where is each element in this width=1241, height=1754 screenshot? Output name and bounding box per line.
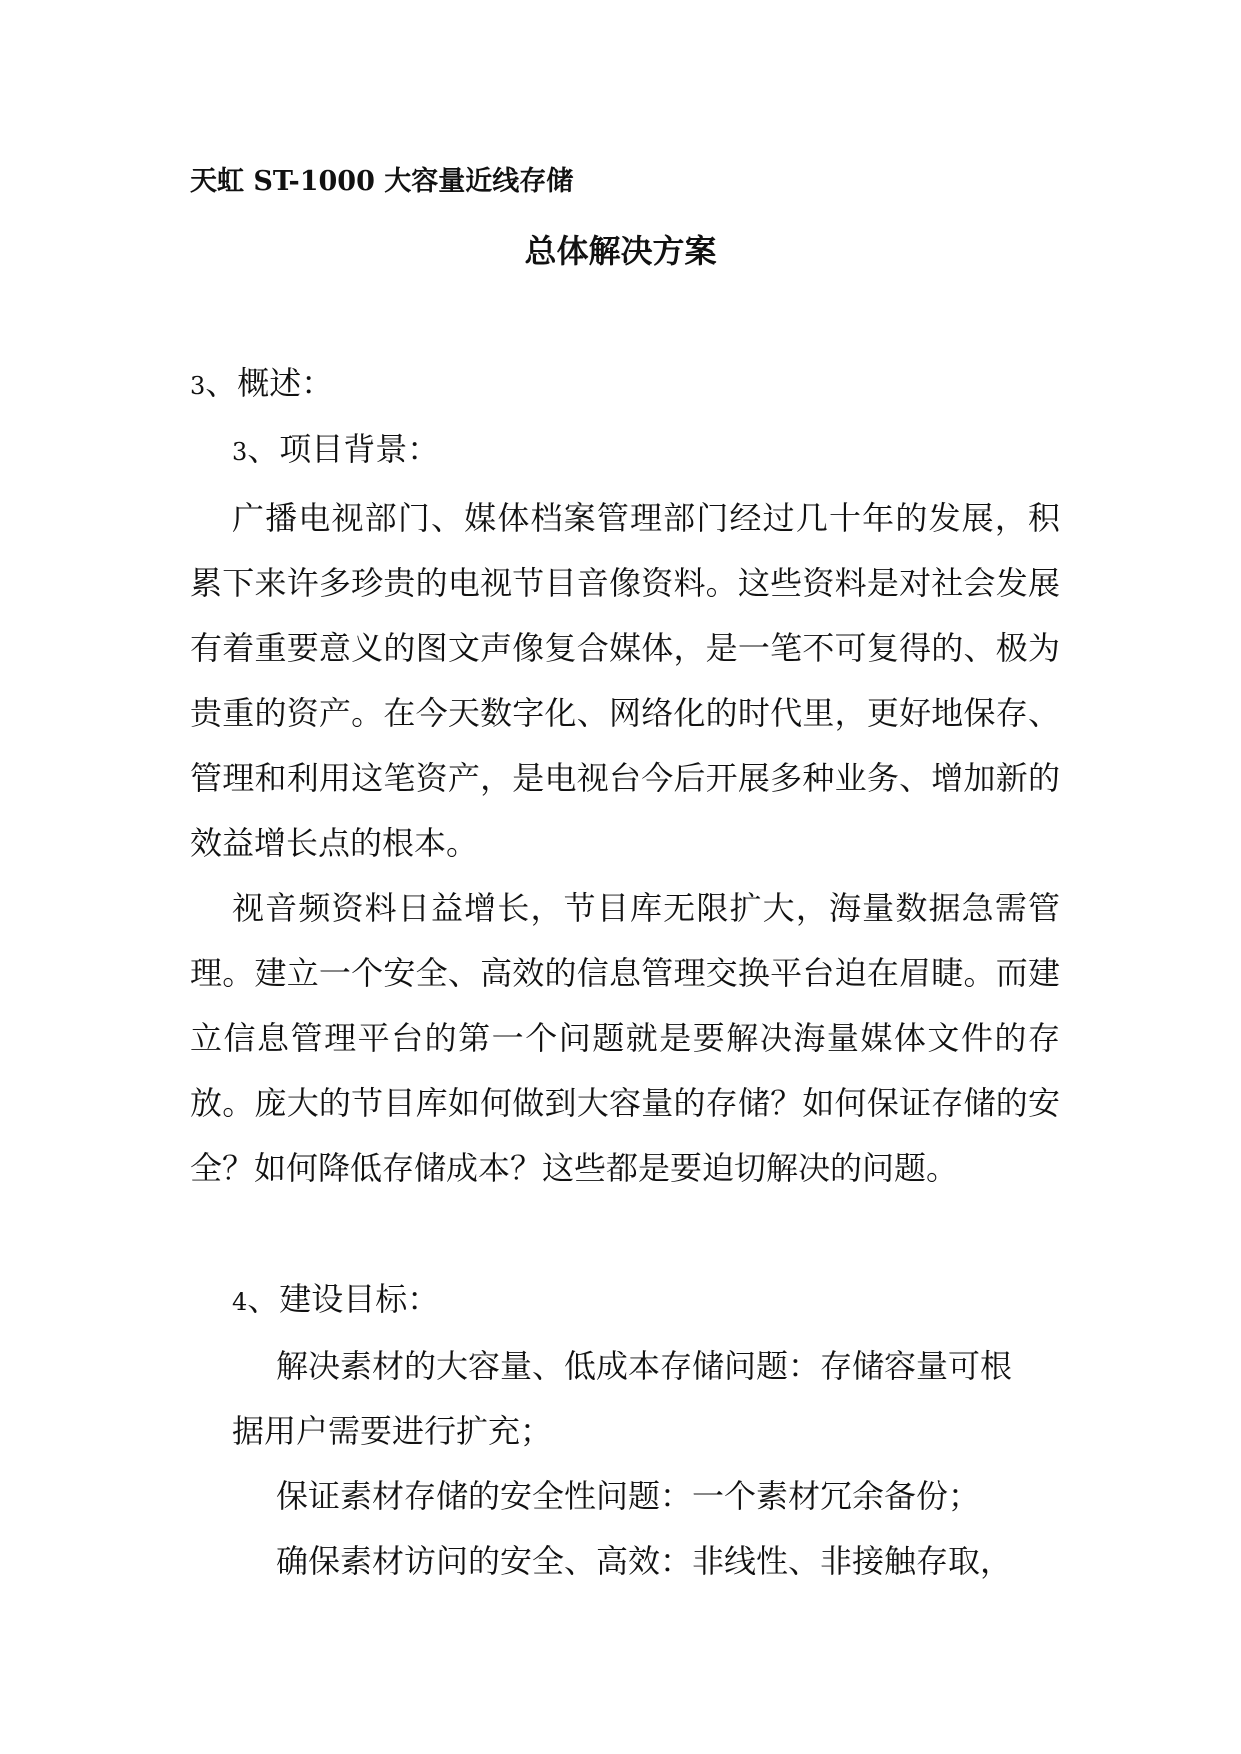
header-title: 天虹 ST-1000 大容量近线存储 [190,166,574,197]
section-number: 4 [232,1288,248,1316]
goal-access: 确保素材访问的安全、高效：非线性、非接触存取， [276,1542,1013,1580]
section-label: 、项目背景： [247,430,440,468]
section-heading-overview [190,360,333,409]
document-title: 总体解决方案 [524,232,717,270]
goal-capacity-line2: 据用户需要进行扩充； [232,1412,553,1450]
goal-security: 保证素材存储的安全性问题：一个素材冗余备份； [276,1477,981,1515]
section-label: 、概述： [205,364,334,402]
paragraph-archive-history: 广播电视部门、媒体档案管理部门经过几十年的发展，积累下来许多珍贵的电视节目音像资料。这些资料是对社会发展有着重要意义的图文声像复合媒体，是一笔不可复得的、极为贵重的资产。在今天数字化、网络化的时代里，更好地保存、管理和利用这笔资产，是电视台今后开展多种业务、增加新的效益增长点的根本。 [190,499,1060,862]
goal-capacity-line1: 解决素材的大容量、低成本存储问题：存储容量可根 [276,1347,1013,1385]
paragraph-storage-need: 视音频资料日益增长，节目库无限扩大，海量数据急需管理。建立一个安全、高效的信息管理交换平台迫在眉睫。而建立信息管理平台的第一个问题就是要解决海量媒体文件的存放。庞大的节目库如何做到大容量的存储？如何保证存储的安全？如何降低存储成本？这些都是要迫切解决的问题。 [190,889,1060,1187]
section-heading-background [232,426,439,475]
section-label: 、建设目标： [247,1280,440,1318]
section-heading-goals [232,1276,439,1325]
section-number: 3 [190,372,206,400]
section-number: 3 [232,438,248,466]
